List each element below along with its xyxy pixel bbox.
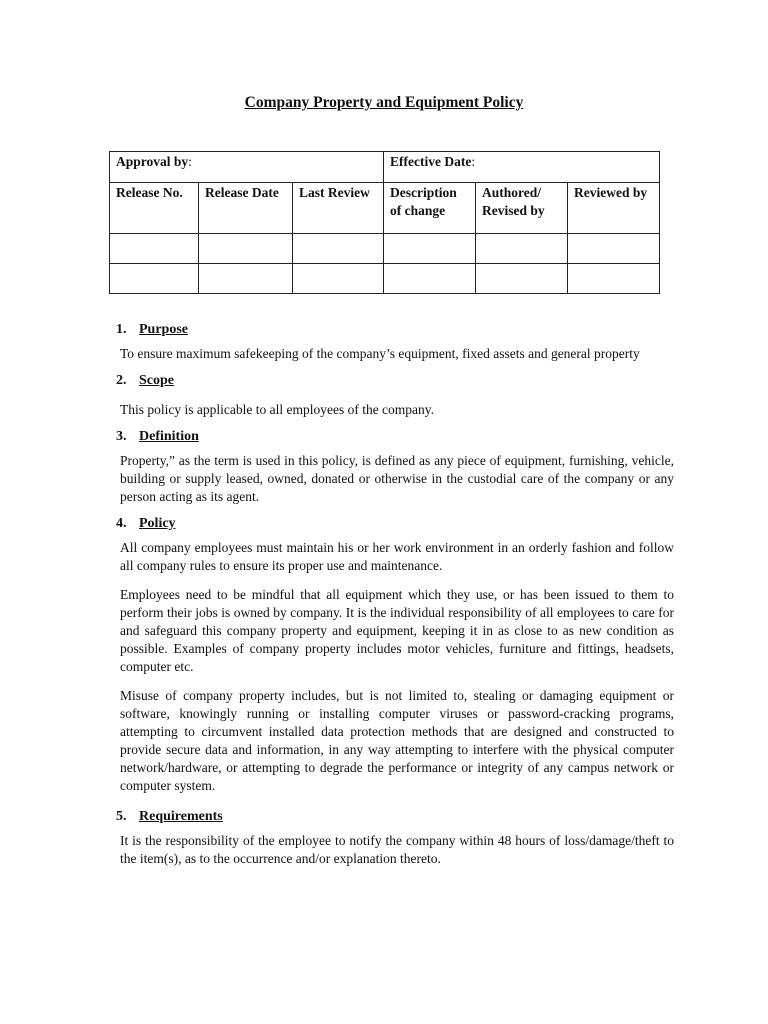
table-cell[interactable] bbox=[110, 264, 199, 294]
column-header-release-date: Release Date bbox=[199, 183, 293, 234]
section-paragraph: To ensure maximum safekeeping of the company’s equipment, fixed assets and general property bbox=[120, 346, 640, 361]
column-header-description-of-change: Description of change bbox=[384, 183, 476, 234]
section-heading-definition bbox=[116, 427, 674, 447]
approval-by-cell[interactable] bbox=[110, 152, 384, 183]
section-title: Scope bbox=[139, 373, 174, 388]
section-number: 2. bbox=[116, 373, 127, 388]
approval-by-colon: : bbox=[188, 154, 192, 169]
section-heading-policy bbox=[116, 514, 674, 534]
section-paragraph: This policy is applicable to all employees of the company. bbox=[120, 402, 435, 417]
approval-row bbox=[110, 152, 660, 183]
table-cell[interactable] bbox=[199, 234, 293, 264]
document-title: Company Property and Equipment Policy bbox=[244, 94, 524, 111]
table-cell[interactable] bbox=[384, 234, 476, 264]
table-row bbox=[110, 264, 660, 294]
policy-body bbox=[116, 320, 674, 868]
effective-date-label: Effective Date bbox=[390, 154, 472, 169]
section-number: 4. bbox=[116, 516, 127, 531]
section-title: Definition bbox=[139, 429, 199, 444]
table-row bbox=[110, 234, 660, 264]
column-header-release-no: Release No. bbox=[110, 183, 199, 234]
section-number: 5. bbox=[116, 809, 127, 824]
section-paragraph: It is the responsibility of the employee to notify the company within 48 hours of loss/damage/theft to the item(s), as to the occurrence and/or explanation thereto. bbox=[120, 833, 674, 866]
section-paragraph: Employees need to be mindful that all equipment which they use, or has been issued to them to perform their jobs is owned by company. It is the individual responsibility of all employees to care for and safeguard this company property and equipment, keeping it in as close to as new condition as possible. Examples of company property includes motor vehicles, furniture and fittings, headsets, computer etc. bbox=[120, 587, 674, 674]
effective-date-cell[interactable] bbox=[384, 152, 660, 183]
section-paragraph: Property,” as the term is used in this policy, is defined as any piece of equipment, furnishing, vehicle, building or supply leased, owned, donated or otherwise in the custodial care of the company or any person acting as its agent. bbox=[120, 453, 674, 504]
approval-table bbox=[109, 151, 660, 294]
section-heading-scope bbox=[116, 371, 674, 391]
table-cell[interactable] bbox=[476, 264, 568, 294]
table-cell[interactable] bbox=[199, 264, 293, 294]
section-title: Policy bbox=[139, 516, 176, 531]
table-cell[interactable] bbox=[476, 234, 568, 264]
section-number: 3. bbox=[116, 429, 127, 444]
section-title: Purpose bbox=[139, 322, 188, 337]
table-cell[interactable] bbox=[293, 264, 384, 294]
section-heading-requirements bbox=[116, 807, 674, 827]
approval-by-label: Approval by bbox=[116, 154, 189, 169]
column-header-authored-revised-by: Authored/ Revised by bbox=[476, 183, 568, 234]
table-header-row bbox=[110, 183, 660, 234]
section-title: Requirements bbox=[139, 809, 223, 824]
effective-date-colon: : bbox=[471, 154, 476, 169]
table-cell[interactable] bbox=[568, 234, 660, 264]
section-number: 1. bbox=[116, 322, 127, 337]
table-cell[interactable] bbox=[293, 234, 384, 264]
table-cell[interactable] bbox=[110, 234, 199, 264]
section-heading-purpose bbox=[116, 320, 674, 340]
column-header-reviewed-by: Reviewed by bbox=[568, 183, 660, 234]
section-paragraph: All company employees must maintain his or her work environment in an orderly fashion and follow all company rules to ensure its proper use and maintenance. bbox=[120, 540, 674, 573]
table-cell[interactable] bbox=[568, 264, 660, 294]
table-cell[interactable] bbox=[384, 264, 476, 294]
column-header-last-review: Last Review bbox=[293, 183, 384, 234]
section-paragraph: Misuse of company property includes, but is not limited to, stealing or damaging equipment or software, knowingly running or installing computer viruses or password-cracking programs, attempting to circumvent installed data protection methods that are designed and constructed to provide secure data and information, in any way attempting to interfere with the physical computer network/hardware, or attempting to degrade the performance or integrity of any campus network or computer system. bbox=[120, 688, 674, 793]
